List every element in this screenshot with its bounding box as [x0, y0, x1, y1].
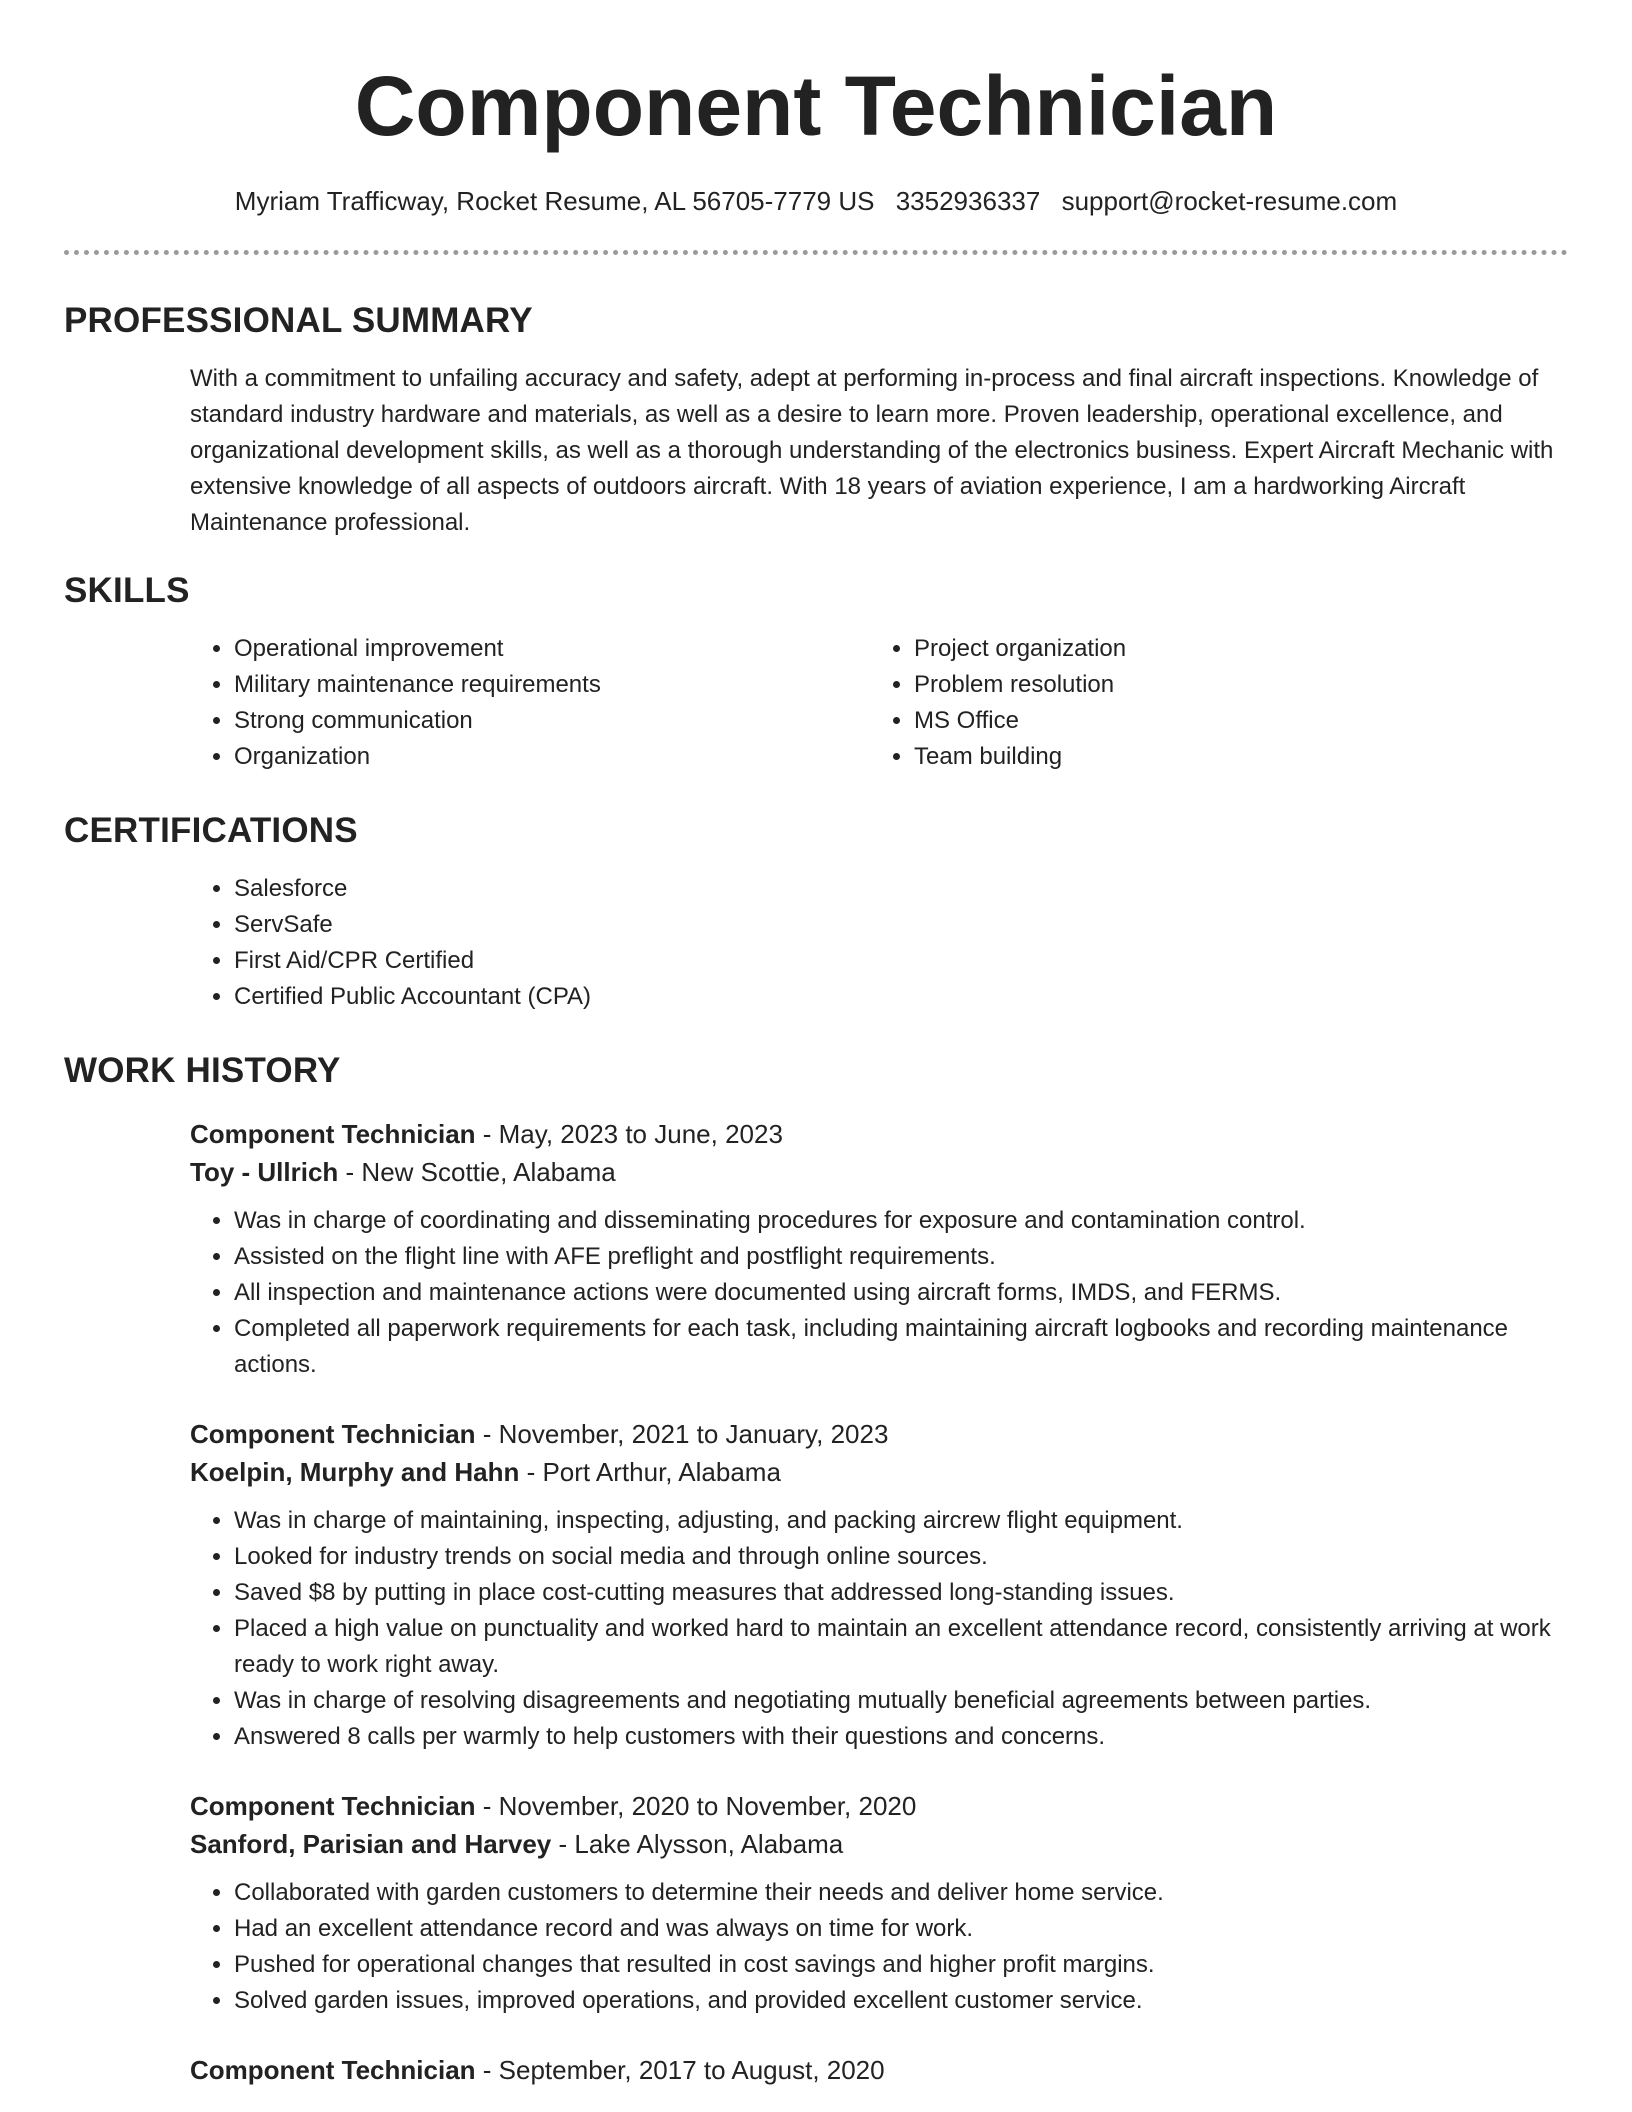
contact-address: Myriam Trafficway, Rocket Resume, AL 56705-7779 US [234, 186, 875, 216]
summary-section [64, 299, 1568, 541]
job-bullet: • Assisted on the flight line with AFE preflight and postflight requirements. [234, 1239, 1568, 1275]
job-entry [190, 1415, 1568, 1755]
job-bullet: • Collaborated with garden customers to determine their needs and deliver home service. [234, 1875, 1568, 1911]
header-divider [64, 250, 1568, 255]
job-bullet: • Pushed for operational changes that resulted in cost savings and higher profit margins. [234, 1947, 1568, 1983]
job-bullet-list [190, 1203, 1568, 1383]
certifications-section [64, 809, 1568, 1015]
job-bullet: • Placed a high value on punctuality and worked hard to maintain an excellent attendance record, consistently arriving at work ready to work right away. [234, 1611, 1568, 1683]
skills-list-left [190, 631, 870, 775]
contact-phone: 3352936337 [895, 186, 1041, 216]
job-company: Koelpin, Murphy and Hahn [190, 1457, 520, 1487]
work-history-section [64, 1049, 1568, 2089]
job-bullet: • Was in charge of resolving disagreements and negotiating mutually beneficial agreements between parties. [234, 1683, 1568, 1719]
job-bullet: • Had an excellent attendance record and was always on time for work. [234, 1911, 1568, 1947]
job-company: Sanford, Parisian and Harvey [190, 1829, 552, 1859]
skill-item: • Strong communication [234, 703, 870, 739]
skill-item: • Organization [234, 739, 870, 775]
job-bullet-list [190, 1503, 1568, 1755]
job-bullet: • Answered 8 calls per warmly to help customers with their questions and concerns. [234, 1719, 1568, 1755]
skills-title: SKILLS [64, 571, 190, 610]
job-bullet: • Solved garden issues, improved operations, and provided excellent customer service. [234, 1983, 1568, 2019]
skill-item: • MS Office [914, 703, 1550, 739]
job-bullet-list [190, 1875, 1568, 2019]
job-bullet: • Saved $8 by putting in place cost-cutting measures that addressed long-standing issues. [234, 1575, 1568, 1611]
skill-item: • Team building [914, 739, 1550, 775]
skill-item: • Military maintenance requirements [234, 667, 870, 703]
job-bullet: • Was in charge of maintaining, inspecting, adjusting, and packing aircrew flight equipment. [234, 1503, 1568, 1539]
summary-title: PROFESSIONAL SUMMARY [64, 301, 533, 340]
job-role: Component Technician [190, 1791, 476, 1821]
job-dates: - November, 2021 to January, 2023 [475, 1419, 889, 1449]
job-bullets [190, 1503, 1568, 1755]
job-title-line [190, 1115, 1568, 1153]
skills-list-right [870, 631, 1550, 775]
skills-column-right [870, 631, 1550, 775]
work-history-title: WORK HISTORY [64, 1051, 341, 1090]
certification-item: • Salesforce [234, 871, 1568, 907]
contact-line [64, 184, 1568, 218]
skills-column-left [190, 631, 870, 775]
skill-item: • Operational improvement [234, 631, 870, 667]
job-company-line [190, 1825, 1568, 1863]
job-dates: - September, 2017 to August, 2020 [475, 2055, 885, 2085]
job-role: Component Technician [190, 1419, 476, 1449]
certifications-list-wrap [190, 871, 1568, 1015]
job-location: - Lake Alysson, Alabama [551, 1829, 844, 1859]
skill-item: • Problem resolution [914, 667, 1550, 703]
job-company-line [190, 1153, 1568, 1191]
job-bullet: • Looked for industry trends on social media and through online sources. [234, 1539, 1568, 1575]
summary-text: With a commitment to unfailing accuracy and safety, adept at performing in-process and final aircraft inspections. Knowledge of standard industry hardware and materials, as well as a desire to learn more. Proven leadership, operational excellence, and organizational development skills, as well as a thorough understanding of the electronics business. Expert Aircraft Mechanic with extensive knowledge of all aspects of outdoors aircraft. With 18 years of aviation experience, I am a hardworking Aircraft Maintenance professional. [190, 365, 1554, 536]
job-company: Toy - Ullrich [190, 1157, 339, 1187]
certification-item: • Certified Public Accountant (CPA) [234, 979, 1568, 1015]
job-title-line [190, 2051, 1568, 2089]
job-dates: - May, 2023 to June, 2023 [475, 1119, 783, 1149]
resume-name: Component Technician [354, 59, 1278, 153]
certification-item: • First Aid/CPR Certified [234, 943, 1568, 979]
job-bullets [190, 1875, 1568, 2019]
job-role: Component Technician [190, 1119, 476, 1149]
job-bullet: • Completed all paperwork requirements for each task, including maintaining aircraft logbooks and recording maintenance actions. [234, 1311, 1568, 1383]
job-title-line [190, 1787, 1568, 1825]
job-dates: - November, 2020 to November, 2020 [475, 1791, 917, 1821]
job-company-line [190, 1453, 1568, 1491]
certifications-list [190, 871, 1568, 1015]
job-entry [190, 1787, 1568, 2019]
certification-item: • ServSafe [234, 907, 1568, 943]
job-entry [190, 1115, 1568, 1383]
certifications-title: CERTIFICATIONS [64, 811, 358, 850]
job-title-line [190, 1415, 1568, 1453]
skills-grid [190, 631, 1568, 775]
job-location: - New Scottie, Alabama [338, 1157, 616, 1187]
skill-item: • Project organization [914, 631, 1550, 667]
contact-email: support@rocket-resume.com [1061, 186, 1398, 216]
job-location: - Port Arthur, Alabama [519, 1457, 781, 1487]
job-role: Component Technician [190, 2055, 476, 2085]
job-bullet: • Was in charge of coordinating and disseminating procedures for exposure and contamination control. [234, 1203, 1568, 1239]
job-entry [190, 2051, 1568, 2089]
job-bullet: • All inspection and maintenance actions were documented using aircraft forms, IMDS, and FERMS. [234, 1275, 1568, 1311]
skills-section [64, 569, 1568, 775]
job-bullets [190, 1203, 1568, 1383]
